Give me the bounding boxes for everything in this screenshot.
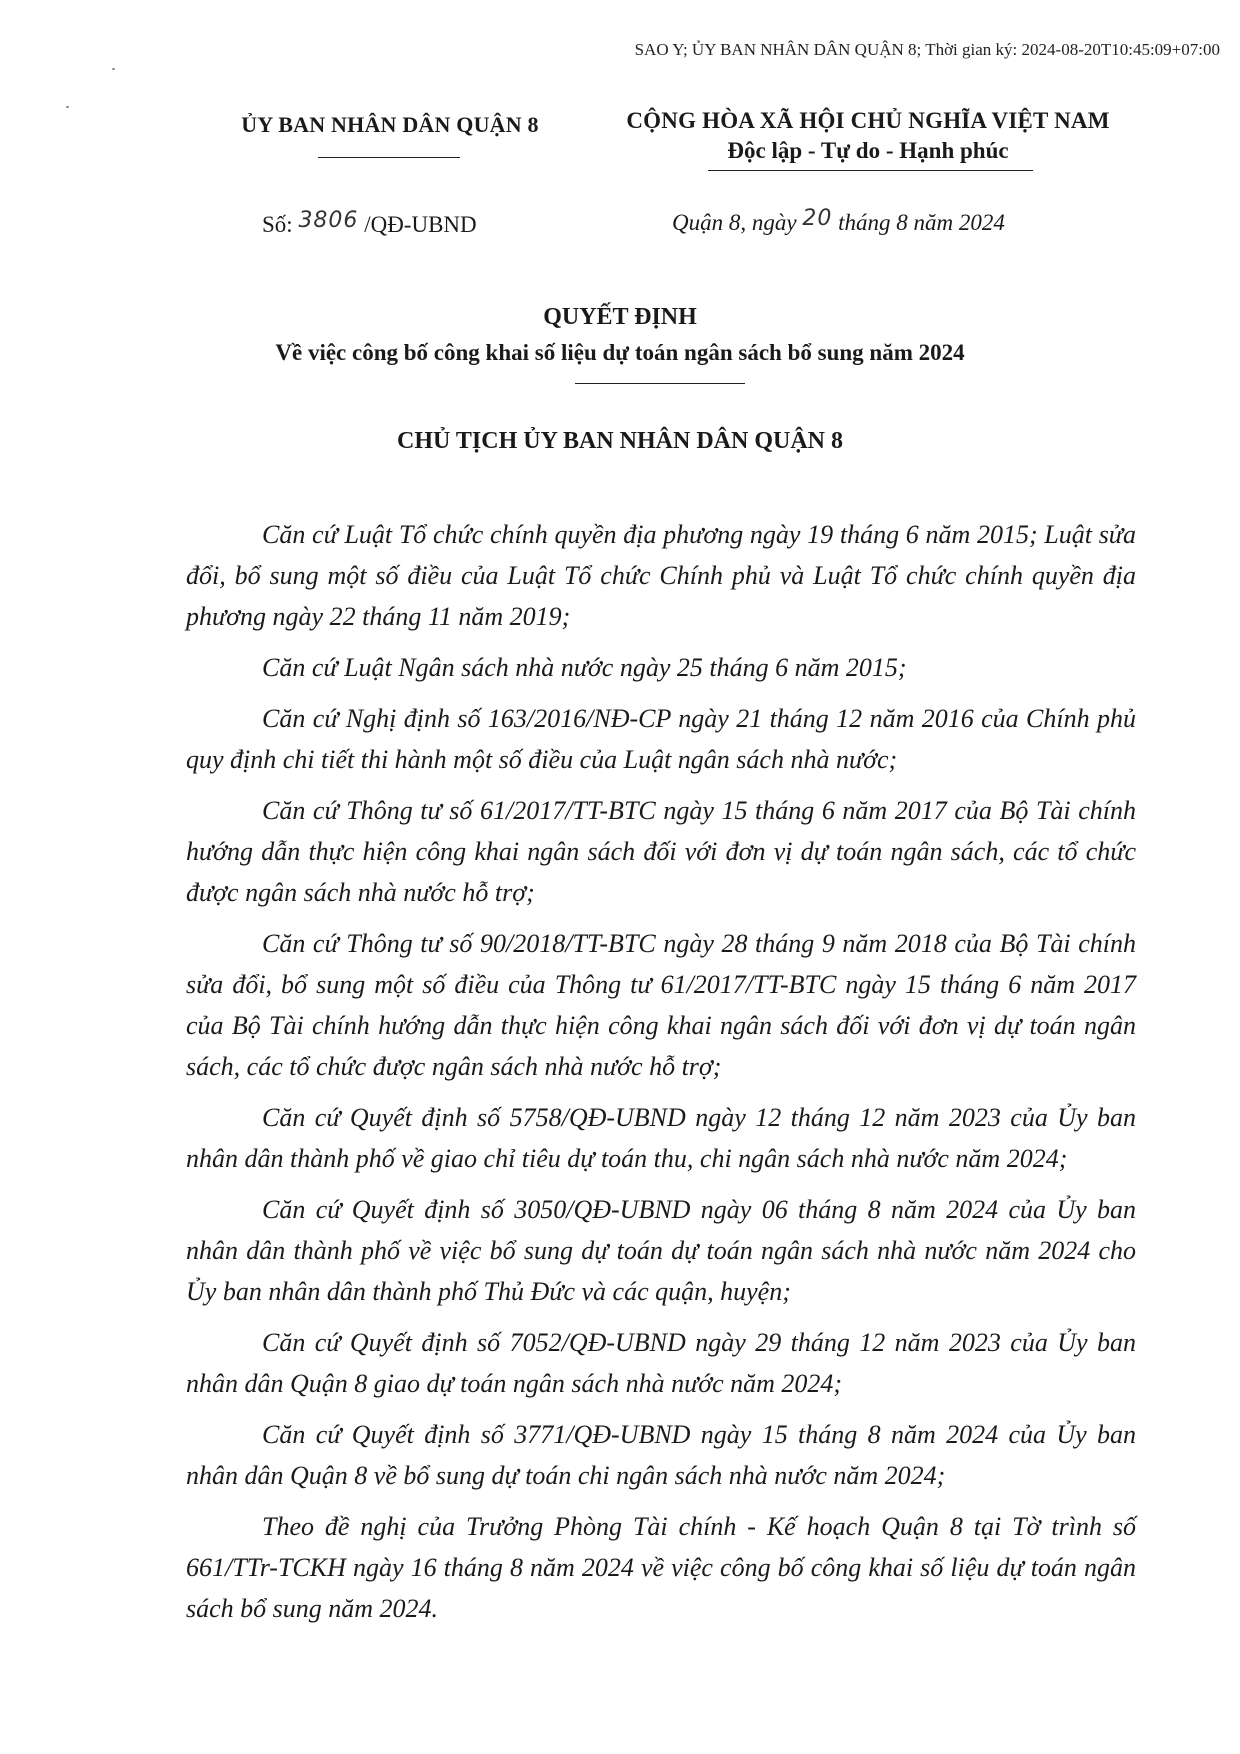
document-number [262, 208, 477, 238]
scan-speck [112, 68, 115, 70]
legal-basis-paragraph: Căn cứ Quyết định số 5758/QĐ-UBND ngày 12 tháng 12 năm 2023 của Ủy ban nhân dân thành phố về giao chỉ tiêu dự toán thu, chi ngân sách nhà nước năm 2024; [186, 1103, 1136, 1173]
legal-basis-paragraph: Căn cứ Luật Tổ chức chính quyền địa phương ngày 19 tháng 6 năm 2015; Luật sửa đổi, bổ sung một số điều của Luật Tổ chức Chính phủ và Luật Tổ chức chính quyền địa phương ngày 22 tháng 11 năm 2019; [186, 520, 1136, 631]
signature-stamp: SAO Y; ỦY BAN NHÂN DÂN QUẬN 8; Thời gian ký: 2024-08-20T10:45:09+07:00 [634, 40, 1220, 59]
legal-basis-paragraph: Căn cứ Thông tư số 90/2018/TT-BTC ngày 28 tháng 9 năm 2018 của Bộ Tài chính sửa đổi, bổ sung một số điều của Thông tư 61/2017/TT-BTC ngày 15 tháng 6 năm 2017 của Bộ Tài chính hướng dẫn thực hiện công khai ngân sách đối với đơn vị dự toán ngân sách, các tổ chức được ngân sách nhà nước hỗ trợ; [186, 929, 1136, 1081]
place-date-suffix: tháng 8 năm 2024 [838, 210, 1005, 235]
legal-basis-paragraph: Căn cứ Nghị định số 163/2016/NĐ-CP ngày 21 tháng 12 năm 2016 của Chính phủ quy định chi tiết thi hành một số điều của Luật ngân sách nhà nước; [186, 704, 1136, 774]
legal-basis-paragraph: Căn cứ Quyết định số 3771/QĐ-UBND ngày 15 tháng 8 năm 2024 của Ủy ban nhân dân Quận 8 về bổ sung dự toán chi ngân sách nhà nước năm 2024; [186, 1420, 1136, 1490]
legal-basis-paragraph: Căn cứ Quyết định số 7052/QĐ-UBND ngày 29 tháng 12 năm 2023 của Ủy ban nhân dân Quận 8 giao dự toán ngân sách nhà nước năm 2024; [186, 1328, 1136, 1398]
issuing-authority: CHỦ TỊCH ỦY BAN NHÂN DÂN QUẬN 8 [396, 428, 843, 454]
national-motto: Độc lập - Tự do - Hạnh phúc [727, 138, 1009, 163]
organization-underline [318, 157, 460, 158]
legal-basis-section [186, 514, 1136, 1639]
legal-basis-paragraph: Căn cứ Thông tư số 61/2017/TT-BTC ngày 15 tháng 6 năm 2017 của Bộ Tài chính hướng dẫn thực hiện công khai ngân sách đối với đơn vị dự toán ngân sách, các tổ chức được ngân sách nhà nước hỗ trợ; [186, 796, 1136, 907]
scan-speck [66, 106, 69, 108]
document-subtitle: Về việc công bố công khai số liệu dự toán ngân sách bổ sung năm 2024 [275, 340, 965, 365]
document-title: QUYẾT ĐỊNH [543, 304, 697, 330]
legal-basis-paragraph: Căn cứ Luật Ngân sách nhà nước ngày 25 tháng 6 năm 2015; [262, 653, 907, 682]
place-date-prefix: Quận 8, ngày [672, 210, 797, 235]
title-underline [575, 383, 745, 384]
document-number-prefix: Số: [262, 212, 293, 237]
national-title: CỘNG HÒA XÃ HỘI CHỦ NGHĨA VIỆT NAM [626, 108, 1110, 133]
issuing-organization-block [200, 112, 580, 138]
document-number-suffix: /QĐ-UBND [364, 212, 477, 237]
national-motto-block [588, 108, 1148, 164]
proposal-paragraph: Theo đề nghị của Trưởng Phòng Tài chính - Kế hoạch Quận 8 tại Tờ trình số 661/TTr-TCKH ngày 16 tháng 8 năm 2024 về việc công bố công khai số liệu dự toán ngân sách bổ sung năm 2024. [186, 1512, 1136, 1623]
issuing-organization: ỦY BAN NHÂN DÂN QUẬN 8 [241, 112, 539, 137]
place-and-date [672, 206, 1005, 236]
motto-underline [708, 170, 1033, 171]
legal-basis-paragraph: Căn cứ Quyết định số 3050/QĐ-UBND ngày 06 tháng 8 năm 2024 của Ủy ban nhân dân thành phố về việc bổ sung dự toán dự toán ngân sách nhà nước năm 2024 cho Ủy ban nhân dân thành phố Thủ Đức và các quận, huyện; [186, 1195, 1136, 1306]
date-day-handwritten: 20 [802, 206, 833, 231]
document-number-handwritten: 3806 [298, 208, 359, 233]
